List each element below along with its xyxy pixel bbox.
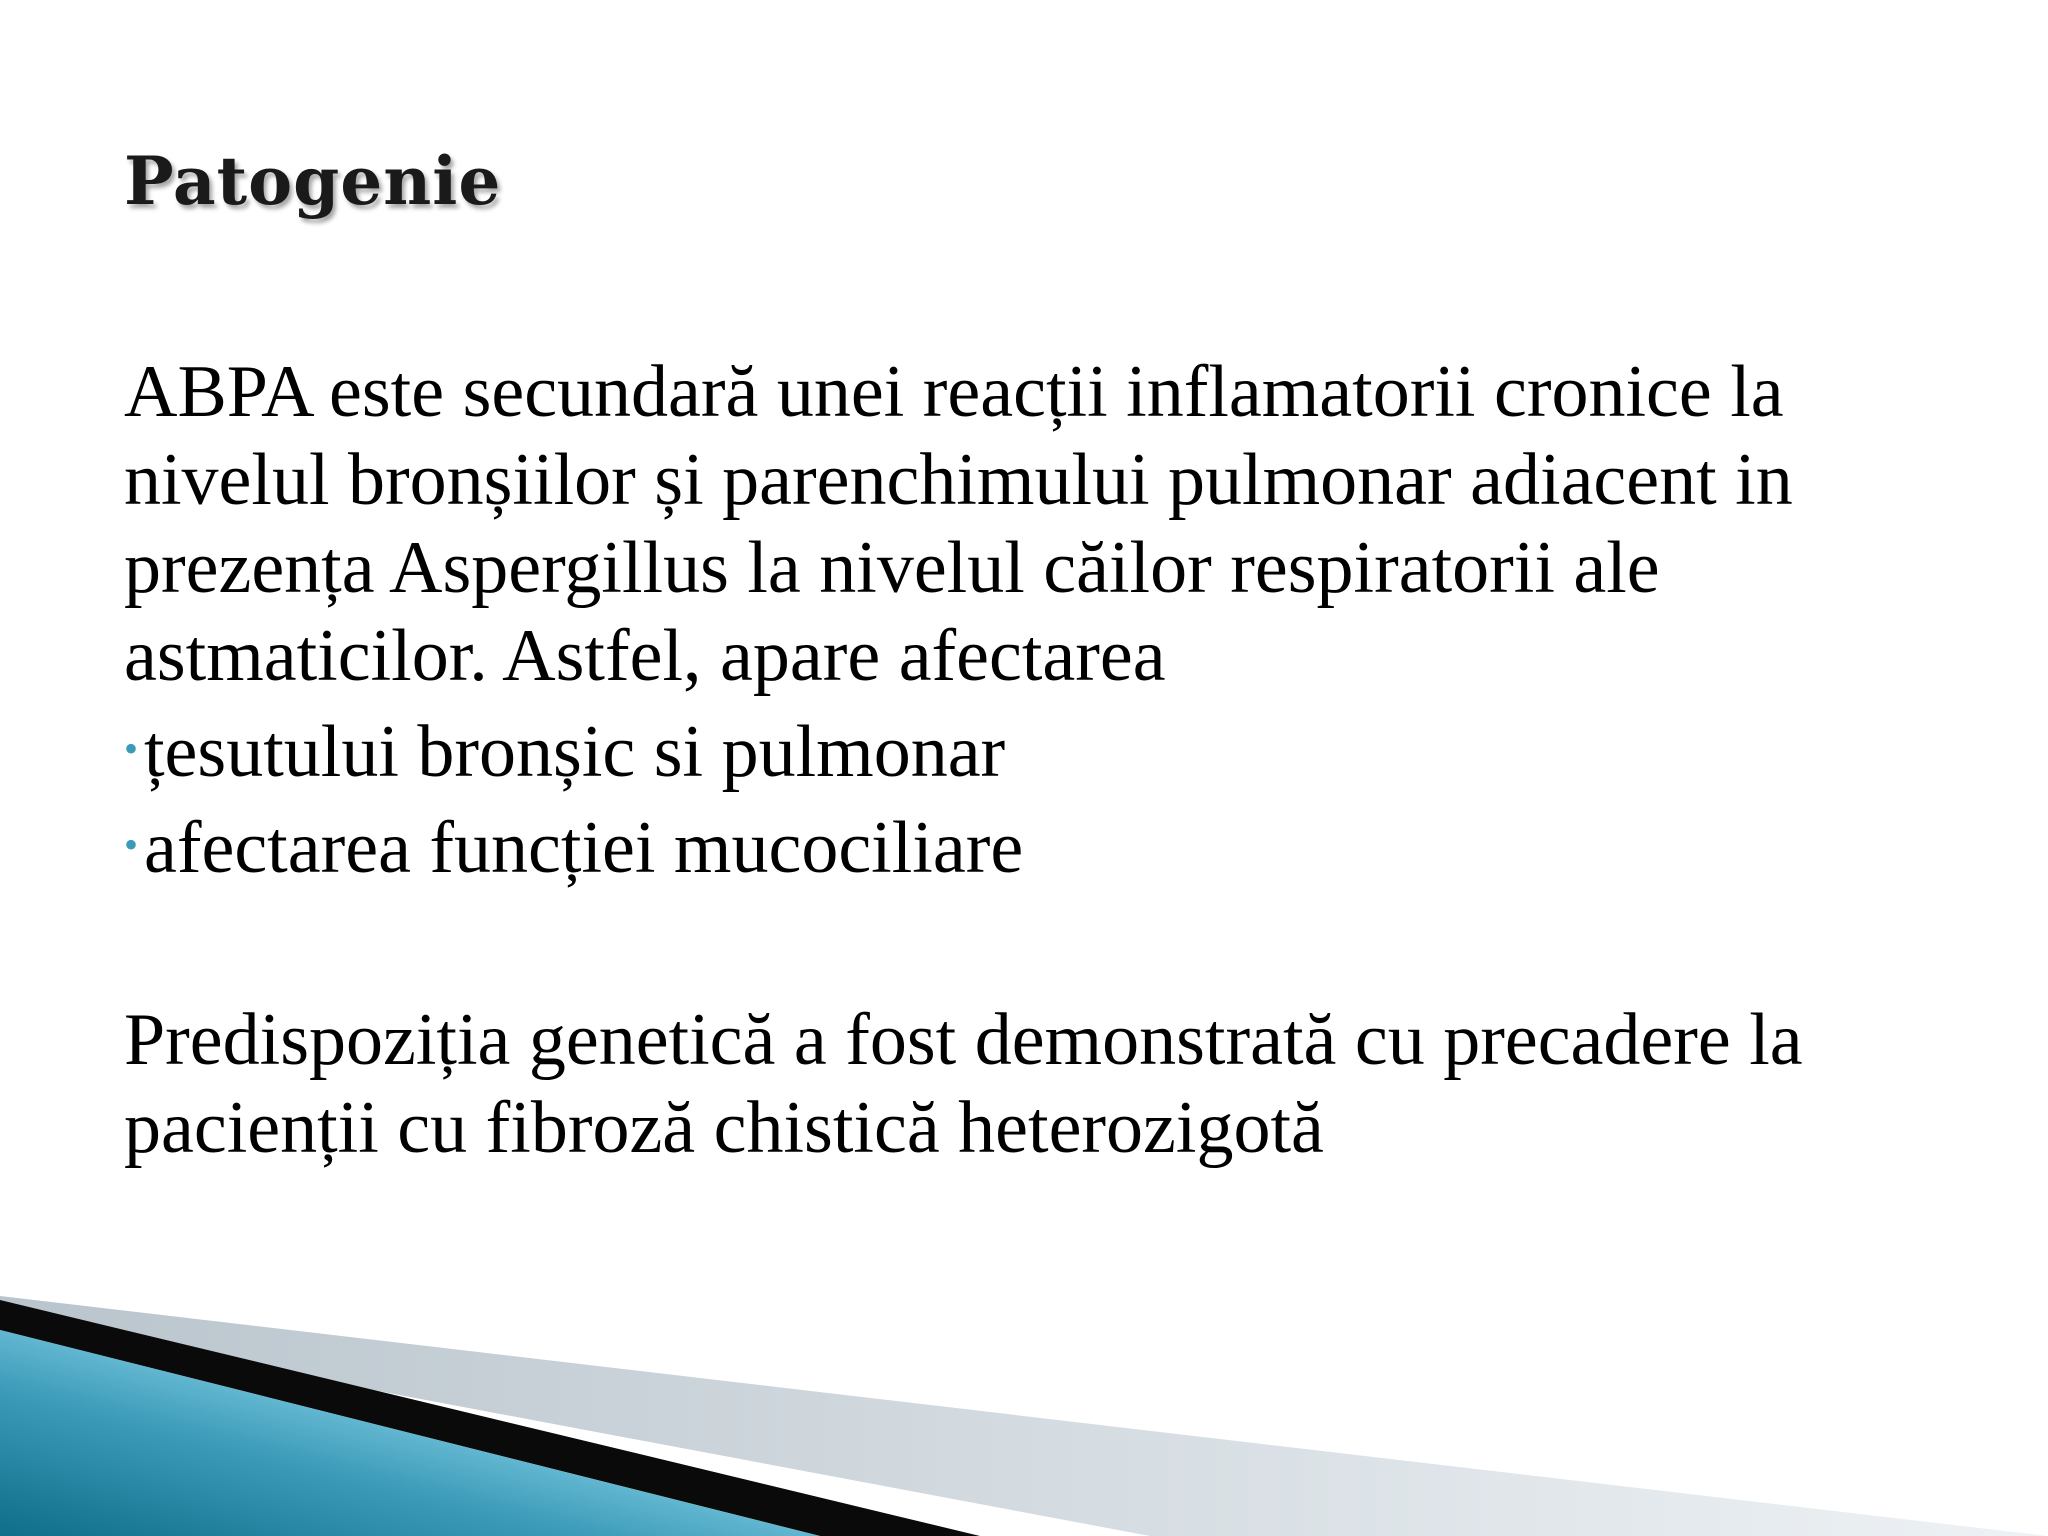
swoosh-teal-wedge (0, 1330, 820, 1536)
slide-title: Patogenie (124, 142, 502, 220)
intro-paragraph: ABPA este secundară unei reacții inflamatorii cronice la nivelul bronșiilor și parenchimului pulmonar adiacent in prezența Aspergillus la nivelul căilor respiratorii ale astmaticilor. Astfel, apare afectarea (124, 351, 1793, 697)
bullet-list (124, 708, 1984, 892)
bullet-text: țesutului bronșic si pulmonar (144, 711, 1006, 793)
slide-body (124, 348, 1984, 1172)
swoosh-grey-band (0, 1296, 2048, 1536)
bullet-dot-icon: • (124, 822, 139, 867)
bullet-item (124, 804, 1984, 892)
bullet-text: afectarea funcției mucociliare (144, 807, 1024, 889)
bullet-item (124, 708, 1984, 796)
swoosh-black-stripe (0, 1300, 980, 1536)
bullet-dot-icon: • (124, 726, 139, 771)
genetic-paragraph: Predispoziția genetică a fost demonstrată cu precadere la pacienții cu fibroză chistică heterozigotă (124, 999, 1803, 1169)
